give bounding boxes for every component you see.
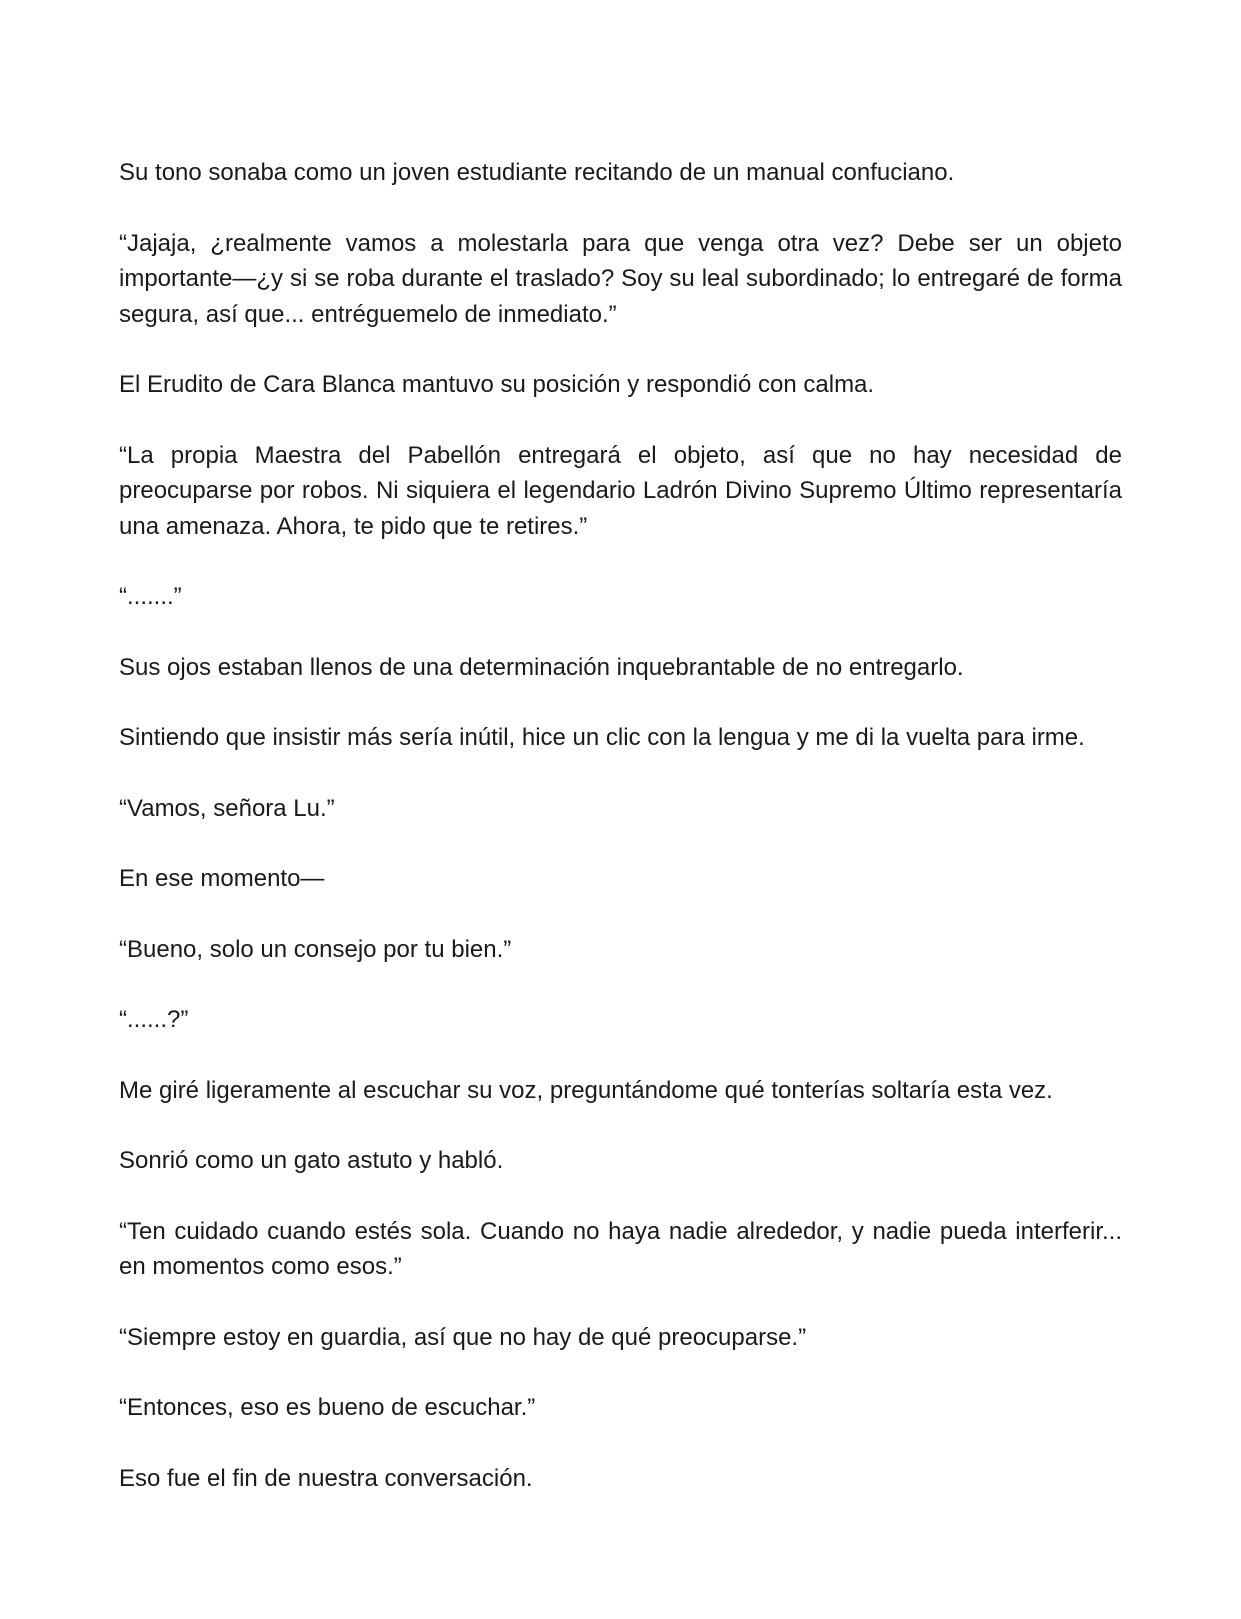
paragraph: El Erudito de Cara Blanca mantuvo su posición y respondió con calma. [119, 371, 875, 398]
paragraph: “Siempre estoy en guardia, así que no hay de qué preocuparse.” [119, 1323, 807, 1351]
paragraph: Sintiendo que insistir más sería inútil, hice un clic con la lengua y me di la vuelta para irme. [119, 724, 1085, 751]
paragraph: Me giré ligeramente al escuchar su voz, preguntándome qué tonterías soltaría esta vez. [119, 1076, 1053, 1104]
paragraph: Eso fue el fin de nuestra conversación. [119, 1464, 533, 1492]
paragraph: Sus ojos estaban llenos de una determinación inquebrantable de no entregarlo. [119, 653, 964, 681]
paragraph: “.......” [119, 583, 182, 610]
paragraph: “Jajaja, ¿realmente vamos a molestarla para que venga otra vez? Debe ser un objeto importante—¿y si se roba durante el traslado? Soy su leal subordinado; lo entregaré de forma segura, así que... entréguemelo de inmediato.” [119, 229, 1122, 328]
paragraph: “Vamos, señora Lu.” [119, 794, 335, 822]
paragraph: “Entonces, eso es bueno de escuchar.” [119, 1394, 536, 1421]
paragraph: “Bueno, solo un consejo por tu bien.” [119, 935, 512, 963]
paragraph: Sonrió como un gato astuto y habló. [119, 1147, 504, 1174]
paragraph: “Ten cuidado cuando estés sola. Cuando no haya nadie alrededor, y nadie pueda interferir... en momentos como esos.” [119, 1217, 1122, 1280]
paragraph: “......?” [119, 1006, 189, 1033]
paragraph: “La propia Maestra del Pabellón entregará el objeto, así que no hay necesidad de preocuparse por robos. Ni siquiera el legendario Ladrón Divino Supremo Último representaría una amenaza. Ahora, te pido que te retires.” [119, 441, 1122, 540]
document-body [119, 155, 1122, 1531]
paragraph: En ese momento— [119, 865, 325, 892]
paragraph: Su tono sonaba como un joven estudiante recitando de un manual confuciano. [119, 159, 955, 186]
